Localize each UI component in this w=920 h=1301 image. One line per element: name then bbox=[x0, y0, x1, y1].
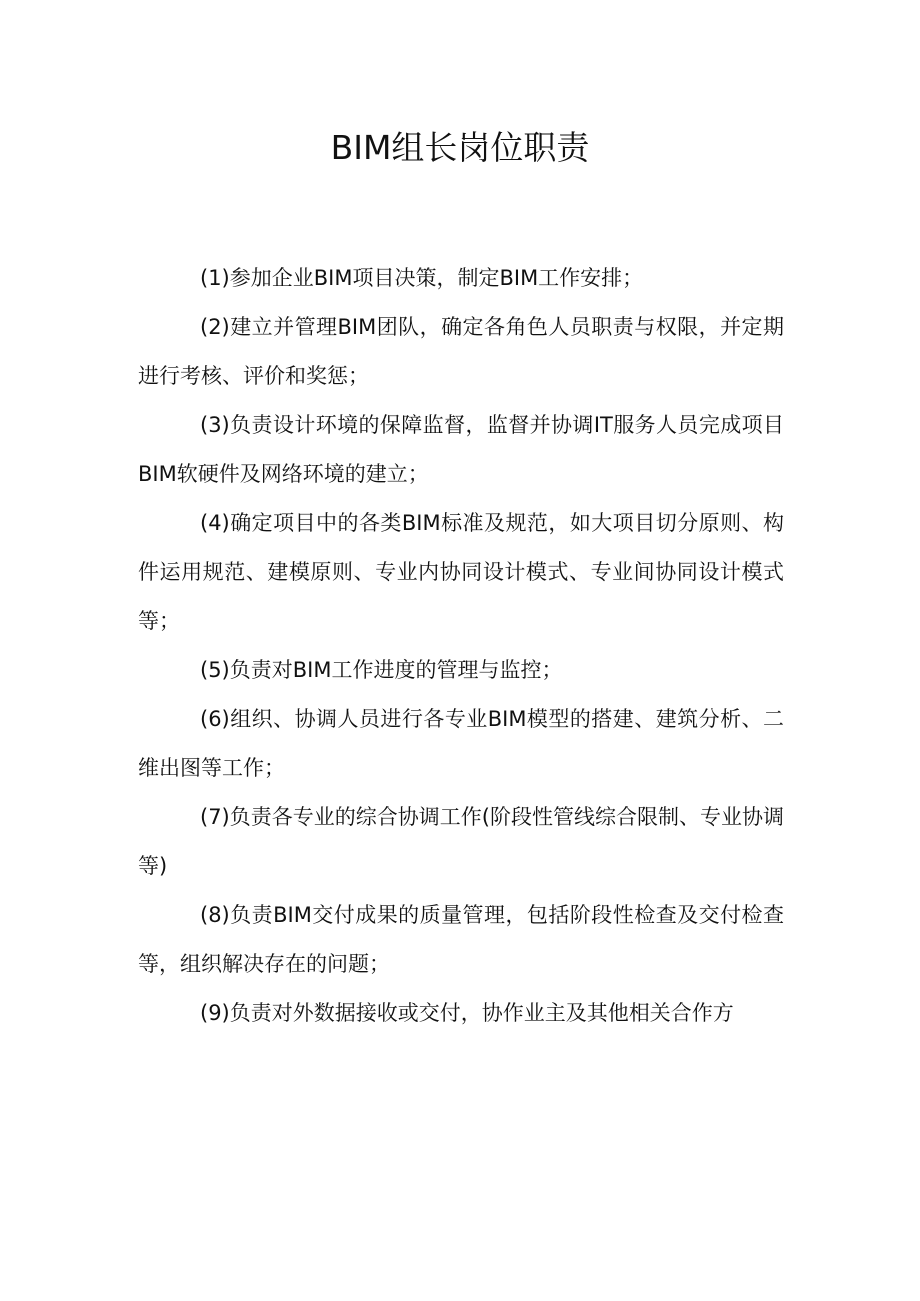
duty-item-2: (2)建立并管理BIM团队，确定各角色人员职责与权限，并定期进行考核、评价和奖惩； bbox=[138, 315, 784, 388]
duty-item-3: (3)负责设计环境的保障监督，监督并协调IT服务人员完成项目BIM软硬件及网络环境的建立； bbox=[138, 413, 784, 486]
duty-item-1: (1)参加企业BIM项目决策，制定BIM工作安排； bbox=[200, 266, 644, 290]
duty-item-4: (4)确定项目中的各类BIM标准及规范，如大项目切分原则、构件运用规范、建模原则、专业内协同设计模式、专业间协同设计模式等； bbox=[138, 511, 784, 633]
duty-list bbox=[138, 254, 784, 1038]
duty-item-7: (7)负责各专业的综合协调工作(阶段性管线综合限制、专业协调等) bbox=[138, 805, 784, 878]
duty-item-6: (6)组织、协调人员进行各专业BIM模型的搭建、建筑分析、二维出图等工作； bbox=[138, 707, 784, 780]
duty-item-8: (8)负责BIM交付成果的质量管理，包括阶段性检查及交付检查等，组织解决存在的问题； bbox=[138, 903, 784, 976]
document-title: BIM组长岗位职责 bbox=[330, 128, 590, 167]
duty-item-9: (9)负责对外数据接收或交付，协作业主及其他相关合作方 bbox=[200, 1001, 734, 1025]
duty-item-5: (5)负责对BIM工作进度的管理与监控； bbox=[200, 658, 563, 682]
